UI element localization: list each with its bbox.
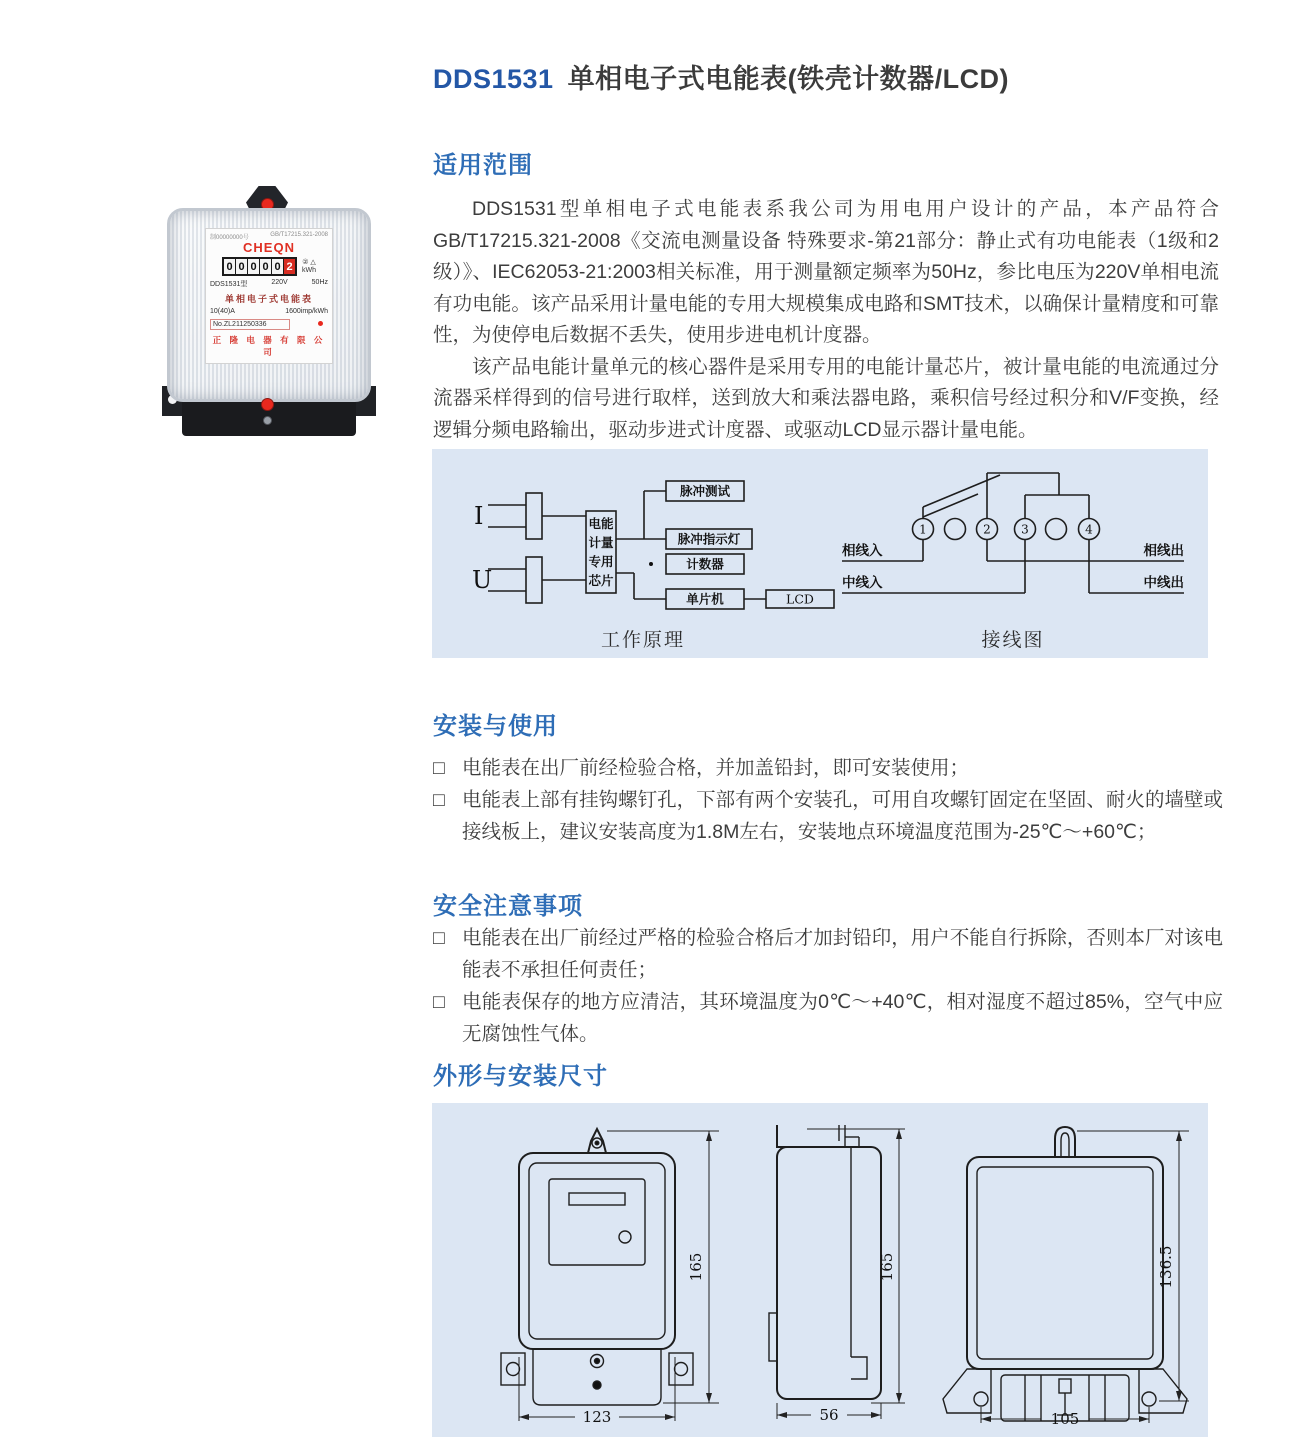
nameplate-voltage: 220V bbox=[271, 279, 288, 286]
model-rating-row bbox=[210, 279, 328, 289]
pulse-led-box-label: 脉冲指示灯 bbox=[677, 532, 741, 547]
scope-body bbox=[433, 194, 1219, 446]
back-width-dim: 105 bbox=[1050, 1410, 1080, 1427]
checkbox-bullet: □ bbox=[433, 789, 445, 811]
product-photo bbox=[150, 186, 388, 436]
terminal-3-number: 3 bbox=[1021, 522, 1029, 537]
rating-marks bbox=[302, 259, 316, 275]
principle-wiring-panel bbox=[432, 449, 1208, 658]
wiring-diagram bbox=[828, 461, 1198, 619]
chip-label-line3: 专用 bbox=[588, 555, 614, 569]
working-principle-diagram bbox=[448, 461, 838, 619]
nameplate-type: 单相电子式电能表 bbox=[224, 294, 313, 304]
scope-paragraph-1: DDS1531型单相电子式电能表系我公司为用电用户设计的产品，本产品符合GB/T17215.321-2008《交流电测量设备 特殊要求-第21部分：静止式有功电能表（1级和2级）》、IEC62053-21:2003相关标准，用于测量额定频率为50Hz，参比电压为220V单相电流有功电能。该产品采用计量电能的专用大规模集成电路和SMT技术，以确保计量精度和可靠性，为使停电后数据不丢失，使用步进电机计度器。 bbox=[433, 198, 1219, 346]
section-heading-dimensions: 外形与安装尺寸 bbox=[433, 1063, 608, 1090]
safety-list bbox=[433, 922, 1223, 1050]
section-heading-install: 安装与使用 bbox=[433, 713, 558, 740]
nameplate-constant: 1600imp/kWh bbox=[285, 308, 328, 315]
safety-item-2 bbox=[433, 986, 1223, 1050]
register-digit: 0 bbox=[224, 259, 235, 274]
nameplate-frequency: 50Hz bbox=[311, 279, 328, 286]
register-digit: 0 bbox=[272, 259, 283, 274]
checkbox-bullet: □ bbox=[433, 927, 445, 949]
dimensions-panel bbox=[432, 1103, 1208, 1437]
install-item-1 bbox=[433, 752, 1223, 784]
serial-number: No.ZL211250336 bbox=[210, 319, 290, 330]
input-current-label: I bbox=[474, 502, 484, 530]
cover-screw bbox=[263, 416, 272, 425]
mcu-box-label: 单片机 bbox=[686, 592, 724, 607]
checkbox-bullet: □ bbox=[433, 991, 445, 1013]
product-name: 单相电子式电能表(铁壳计数器/LCD) bbox=[567, 64, 1010, 94]
chip-label-line4: 芯片 bbox=[588, 574, 614, 588]
lcd-box-label: LCD bbox=[786, 591, 814, 607]
standard-number: GB/T17215.321-2008 bbox=[270, 232, 328, 238]
section-heading-scope: 适用范围 bbox=[433, 152, 533, 179]
install-item-2-text: 电能表上部有挂钩螺钉孔，下部有两个安装孔，可用自攻螺钉固定在坚固、耐火的墙壁或接线板上，建议安装高度为1.8M左右，安装地点环境温度范围为-25℃～+60℃； bbox=[462, 789, 1223, 843]
pulse-test-box-label: 脉冲测试 bbox=[679, 484, 731, 499]
chip-label-line2: 计量 bbox=[588, 536, 614, 550]
page-title bbox=[433, 57, 1009, 96]
cert-number: 制00000000号 bbox=[210, 235, 249, 241]
accuracy-class-icon: ② bbox=[302, 258, 309, 266]
terminal-1-number: 1 bbox=[919, 522, 927, 537]
kwh-unit: kWh bbox=[302, 266, 316, 274]
meter-nameplate bbox=[205, 228, 333, 364]
front-view-drawing bbox=[457, 1117, 737, 1427]
register-digit: 0 bbox=[260, 259, 271, 274]
safety-item-1 bbox=[433, 922, 1223, 986]
product-model: DDS1531 bbox=[433, 64, 554, 94]
scope-paragraph-2: 该产品电能计量单元的核心器件是采用专用的电能计量芯片，被计量电能的电流通过分流器采样得到的信号进行取样，送到放大和乘法器电路，乘积信号经过积分和V/F变换，经逻辑分频电路输出，驱动步进式计度器、或驱动LCD显示器计量电能。 bbox=[433, 355, 1219, 441]
current-constant-row bbox=[210, 308, 328, 315]
neutral-out-label: 中线出 bbox=[1143, 575, 1184, 590]
principle-caption: 工作原理 bbox=[600, 630, 685, 651]
counter-box-label: 计数器 bbox=[686, 557, 724, 572]
install-item-2 bbox=[433, 784, 1223, 848]
mechanical-register bbox=[222, 257, 297, 276]
safety-item-2-text: 电能表保存的地方应清洁，其环境温度为0℃～+40℃，相对湿度不超过85%，空气中应无腐蚀性气体。 bbox=[462, 991, 1223, 1045]
front-height-dim: 165 bbox=[687, 1252, 705, 1282]
section-heading-safety: 安全注意事项 bbox=[433, 893, 583, 920]
pulse-led bbox=[318, 321, 323, 326]
neutral-in-label: 中线入 bbox=[842, 575, 883, 590]
junction-dot bbox=[649, 562, 653, 566]
phase-out-label: 相线出 bbox=[1143, 543, 1184, 558]
manufacturer-name: 正 隆 电 器 有 限 公 司 bbox=[212, 335, 326, 357]
safety-item-1-text: 电能表在出厂前经过严格的检验合格后才加封铅印，用户不能自行拆除，否则本厂对该电能表不承担任何责任； bbox=[462, 927, 1223, 981]
front-width-dim: 123 bbox=[582, 1408, 612, 1426]
register-digit: 0 bbox=[248, 259, 259, 274]
phase-in-label: 相线入 bbox=[842, 543, 883, 558]
lead-seal-bottom bbox=[261, 398, 274, 411]
brand-logo: CHEQN bbox=[243, 240, 295, 255]
register-digit: 0 bbox=[236, 259, 247, 274]
register-digit-decimal: 2 bbox=[284, 259, 295, 274]
terminal-4-number: 4 bbox=[1085, 522, 1093, 537]
side-width-dim: 56 bbox=[819, 1406, 839, 1424]
chip-label-line1: 电能 bbox=[588, 517, 614, 531]
side-view-drawing bbox=[747, 1117, 917, 1427]
back-view-drawing bbox=[927, 1117, 1207, 1427]
install-item-1-text: 电能表在出厂前经检验合格，并加盖铅封，即可安装使用； bbox=[462, 757, 970, 779]
install-list bbox=[433, 752, 1223, 848]
side-height-dim: 165 bbox=[878, 1252, 896, 1282]
nameplate-model: DDS1531型 bbox=[210, 281, 248, 288]
back-height-dim: 136.5 bbox=[1157, 1245, 1175, 1289]
input-voltage-label: U bbox=[472, 566, 493, 594]
wiring-caption: 接线图 bbox=[981, 630, 1045, 651]
register-row bbox=[210, 257, 328, 276]
checkbox-bullet: □ bbox=[433, 757, 445, 779]
nameplate-current: 10(40)A bbox=[210, 308, 235, 315]
insulation-class-icon: △ bbox=[310, 258, 316, 266]
terminal-2-number: 2 bbox=[983, 522, 991, 537]
